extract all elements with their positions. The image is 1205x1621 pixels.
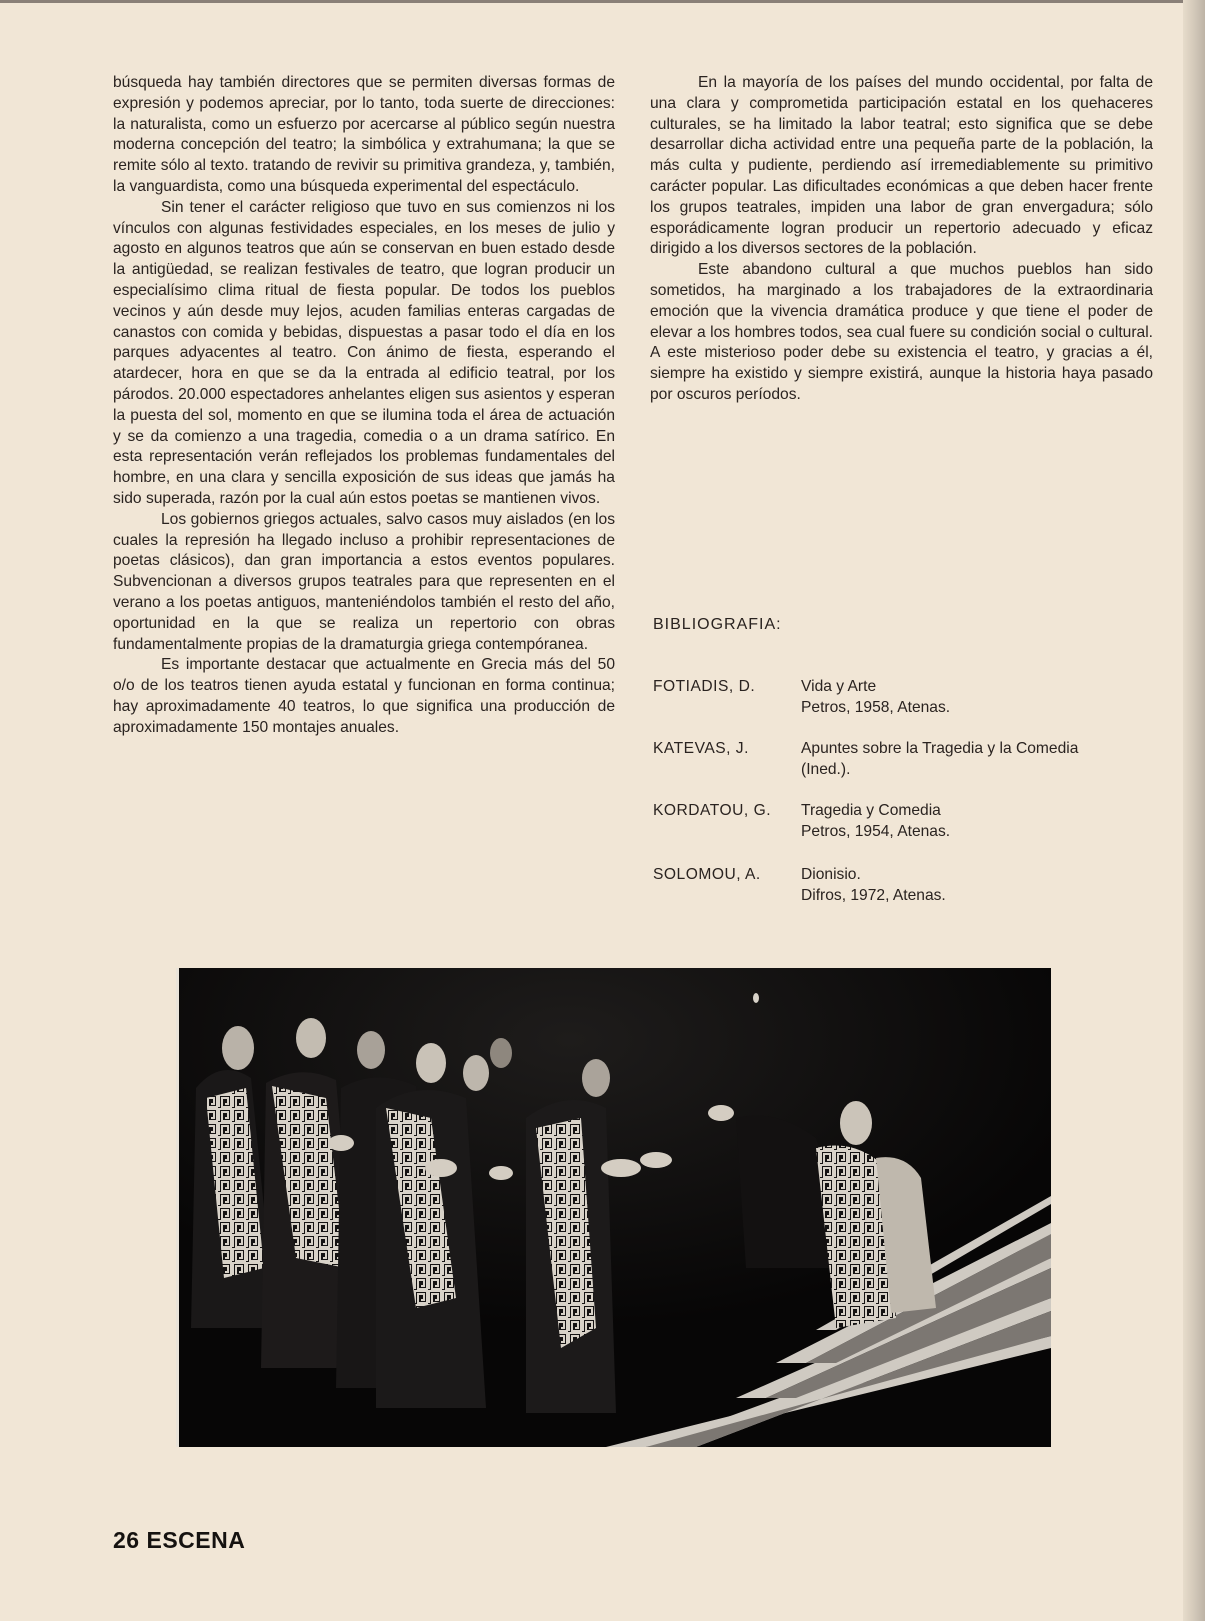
bibliography-work: Apuntes sobre la Tragedia y la Comedia bbox=[801, 740, 1079, 757]
article-paragraph: Los gobiernos griegos actuales, salvo casos muy aislados (en los cuales la represión ha llegado incluso a prohibir representaciones de poetas clásicos), dan gran importancia a estos eventos populares. Subvencionan a diversos grupos teatrales para que representen en el verano a los poetas antiguos, manteniéndolos también el resto del año, oportunidad en la que se realiza un repertorio con obras fundamentalmente propias de la dramaturgia griega contempóranea. bbox=[113, 510, 615, 653]
theater-chorus-photo bbox=[176, 968, 1051, 1447]
article-paragraph: Este abandono cultural a que muchos pueblos han sido sometidos, ha marginado a los trabajadores de la extraordinaria emoción que la vivencia dramática produce y que tiene el poder de elevar a los hombres todos, sea cual fuere su condición social o cultural. A este misterioso poder debe su existencia el teatro, y gracias a él, siempre ha existido y siempre existirá, aunque la historia haya pasado por oscuros períodos. bbox=[650, 261, 1153, 403]
article-paragraph: Es importante destacar que actualmente en Grecia más del 50 o/o de los teatros tienen ayuda estatal y funcionan en forma continua; hay aproximadamente 40 teatros, lo que significa una producción de aproximadamente 150 montajes anuales. bbox=[113, 656, 615, 736]
article-paragraph: Sin tener el carácter religioso que tuvo en sus comienzos ni los vínculos con algunas festividades especiales, en los meses de julio y agosto en algunos teatros que aún se conservan en buen estado desde la antigüedad, se realizan festivales de teatro, que logran producir un especialísimo clima ritual de fiesta popular. De todos los pueblos vecinos y aún desde muy lejos, acuden familias enteras cargadas de canastos con comida y bebidas, dispuestas a pasar todo el día en los parques adyacentes al teatro. Con ánimo de fiesta, esperando el atardecer, hora en que se da la entrada al edificio teatral, por los párodos. 20.000 espectadores anhelantes eligen sus asientos y esperan la puesta del sol, momento en que se ilumina toda el área de actuación y se da comienzo a una tragedia, comedia o a un drama satírico. En esta representación verán reflejados los problemas fundamentales del hombre, en una clara y sencilla exposición de sus ideas que jamás ha sido superada, razón por la cual aún estos poetas se mantienen vivos. bbox=[113, 198, 615, 507]
page-top-edge bbox=[0, 0, 1205, 3]
bibliography-publication: Petros, 1954, Atenas. bbox=[801, 823, 951, 840]
bibliography-detail bbox=[801, 738, 1151, 780]
bibliography-author: KORDATOU, G. bbox=[653, 802, 772, 819]
bibliography-publication: Difros, 1972, Atenas. bbox=[801, 887, 946, 904]
bibliography-detail bbox=[801, 800, 1151, 842]
bibliography-author: FOTIADIS, D. bbox=[653, 678, 756, 695]
bibliography-author: SOLOMOU, A. bbox=[653, 866, 761, 883]
bibliography-detail bbox=[801, 864, 1151, 906]
article-paragraph: En la mayoría de los países del mundo occidental, por falta de una clara y comprometida participación estatal en los quehaceres culturales, se ha limitado la labor teatral; esto significa que se debe desarrollar dicha actividad entre una pequeña parte de la población, la más culta y pudiente, perdiendo así irremediablemente su primitivo carácter popular. Las dificultades económicas a que deben hacer frente los grupos teatrales, impiden una labor de gran envergadura; sólo esporádicamente logran producir un repertorio adecuado y eficaz dirigido a los diversos sectores de la población. bbox=[650, 74, 1153, 258]
bibliography-title: BIBLIOGRAFIA: bbox=[653, 616, 782, 633]
bibliography-work: Tragedia y Comedia bbox=[801, 802, 941, 819]
bibliography-work: Dionisio. bbox=[801, 866, 861, 883]
page-footer: 26 ESCENA bbox=[113, 1527, 246, 1553]
bibliography-publication: Petros, 1958, Atenas. bbox=[801, 699, 951, 716]
bibliography-detail bbox=[801, 676, 1151, 718]
bibliography-work: Vida y Arte bbox=[801, 678, 877, 695]
bibliography-publication: (Ined.). bbox=[801, 761, 851, 778]
page-right-edge bbox=[1183, 0, 1205, 1621]
article-left-column bbox=[113, 73, 615, 739]
bibliography-author: KATEVAS, J. bbox=[653, 740, 749, 757]
article-paragraph: búsqueda hay también directores que se permiten diversas formas de expresión y podemos apreciar, por lo tanto, toda suerte de direcciones: la naturalista, como un esfuerzo por acercarse al público según nuestra moderna concepción del teatro; la simbólica y extrahumana; la que se remite sólo al texto. tratando de revivir su primitiva grandeza, y, también, la vanguardista, como una búsqueda experimental del espectáculo. bbox=[113, 74, 615, 195]
article-right-column bbox=[650, 73, 1153, 406]
